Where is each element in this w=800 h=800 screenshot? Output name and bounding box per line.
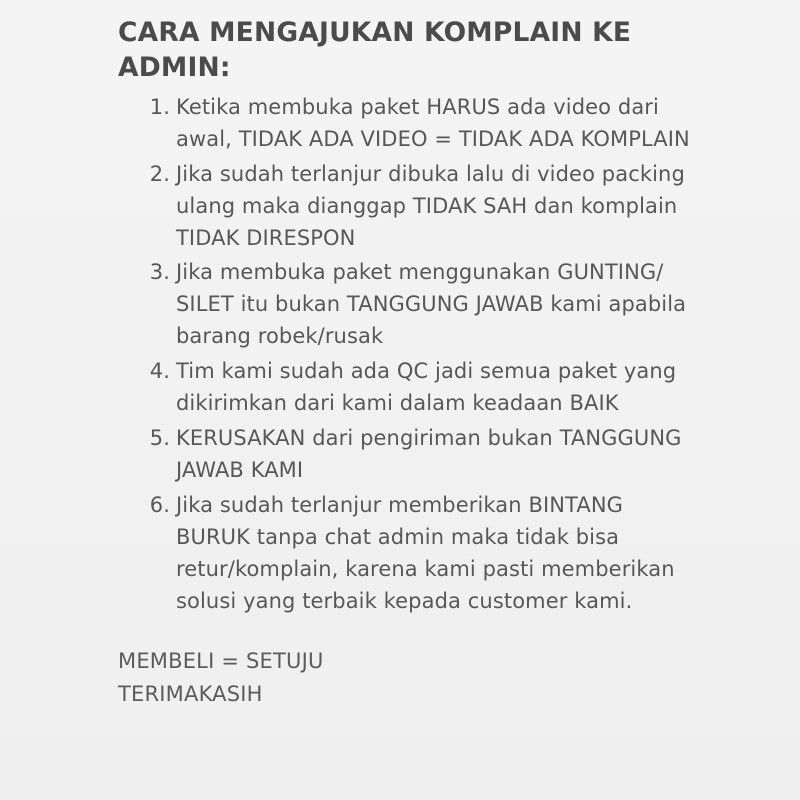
list-item: Jika sudah terlanjur memberikan BINTANG BURUK tanpa chat admin maka tidak bisa retur/komplain, karena kami pasti memberikan solusi yang terbaik kepada customer kami. bbox=[176, 492, 675, 613]
footer-block bbox=[118, 645, 698, 710]
footer-line-thanks: TERIMAKASIH bbox=[118, 681, 263, 706]
document-content bbox=[118, 16, 698, 711]
list-item: Tim kami sudah ada QC jadi semua paket yang dikirimkan dari kami dalam keadaan BAIK bbox=[176, 359, 677, 416]
rules-list bbox=[118, 92, 698, 618]
page-title: CARA MENGAJUKAN KOMPLAIN KE ADMIN: bbox=[118, 17, 632, 83]
list-item: Jika membuka paket menggunakan GUNTING/ SILET itu bukan TANGGUNG JAWAB kami apabila barang robek/rusak bbox=[176, 260, 687, 349]
list-item: Ketika membuka paket HARUS ada video dari awal, TIDAK ADA VIDEO = TIDAK ADA KOMPLAIN bbox=[176, 94, 690, 151]
list-item: Jika sudah terlanjur dibuka lalu di video packing ulang maka dianggap TIDAK SAH dan komplain TIDAK DIRESPON bbox=[176, 161, 685, 250]
list-item: KERUSAKAN dari pengiriman bukan TANGGUNG JAWAB KAMI bbox=[176, 426, 682, 482]
footer-line-agreement: MEMBELI = SETUJU bbox=[118, 649, 324, 674]
